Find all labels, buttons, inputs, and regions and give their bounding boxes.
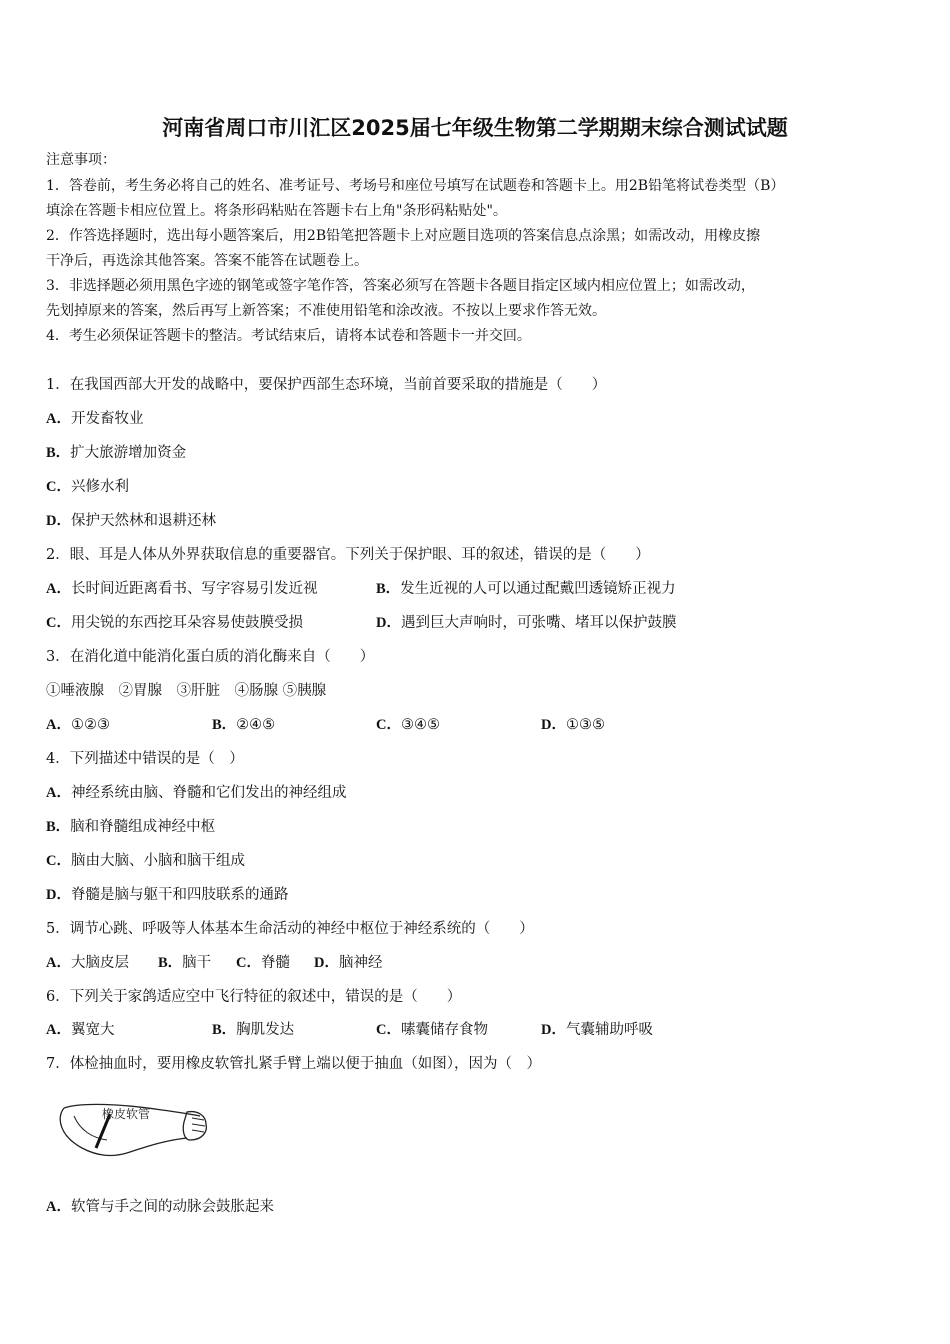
q5-option-c: [236, 953, 290, 973]
option-text: 神经系统由脑、脊髓和它们发出的神经组成: [70, 785, 347, 801]
q3-option-a: [46, 715, 110, 735]
question-1-stem: 1．在我国西部大开发的战略中，要保护西部生态环境，当前首要采取的措施是（ ）: [46, 377, 607, 393]
question-4-stem: 4．下列描述中错误的是（ ）: [46, 751, 244, 767]
notes-line: 2．作答选择题时，选出每小题答案后，用2B铅笔把答题卡上对应题目选项的答案信息点涂黑；如需改动，用橡皮擦: [46, 228, 761, 244]
option-text: ②④⑤: [236, 717, 276, 733]
option-label: B．: [158, 955, 183, 971]
option-text: 发生近视的人可以通过配戴凹透镜矫正视力: [400, 581, 676, 597]
q6-option-c: [376, 1020, 488, 1040]
finger-lines: [192, 1118, 205, 1132]
notes-line: 干净后，再选涂其他答案。答案不能答在试题卷上。: [46, 253, 368, 269]
notes-line: 4．考生必须保证答题卡的整洁。考试结束后，请将本试卷和答题卡一并交回。: [46, 328, 531, 344]
option-text: 脑神经: [338, 955, 383, 971]
option-label: B．: [212, 717, 237, 733]
q1-option-c: [46, 477, 129, 497]
option-label: D．: [46, 887, 71, 903]
option-label: D．: [46, 513, 71, 529]
q5-option-a: [46, 953, 129, 973]
question-2-stem: 2．眼、耳是人体从外界获取信息的重要器官。下列关于保护眼、耳的叙述，错误的是（ ）: [46, 547, 650, 563]
option-label: A．: [46, 955, 71, 971]
q6-option-b: [212, 1020, 294, 1040]
question-6-stem: 6．下列关于家鸽适应空中飞行特征的叙述中，错误的是（ ）: [46, 989, 462, 1005]
option-label: C．: [46, 853, 71, 869]
option-label: A．: [46, 717, 71, 733]
arm-tourniquet-figure: [52, 1096, 212, 1168]
option-label: B．: [46, 445, 71, 461]
option-text: ③④⑤: [400, 717, 440, 733]
page-title: 河南省周口市川汇区2025届七年级生物第二学期期末综合测试试题: [162, 116, 788, 140]
q6-option-d: [541, 1020, 653, 1040]
q2-option-b: [376, 579, 676, 599]
option-text: 长时间近距离看书、写字容易引发近视: [70, 581, 318, 597]
q1-option-a: [46, 409, 143, 429]
option-label: C．: [46, 615, 71, 631]
option-label: D．: [541, 1022, 566, 1038]
option-label: A．: [46, 785, 71, 801]
q6-option-a: [46, 1020, 114, 1040]
q4-option-d: [46, 885, 288, 905]
option-text: 兴修水利: [70, 479, 129, 495]
notes-line: 1．答卷前，考生务必将自己的姓名、准考证号、考场号和座位号填写在试题卷和答题卡上。用2B铅笔将试卷类型（B）: [46, 178, 785, 194]
option-text: 遇到巨大声响时，可张嘴、堵耳以保护鼓膜: [400, 615, 677, 631]
q3-option-d: [541, 715, 605, 735]
option-label: D．: [314, 955, 339, 971]
notes-line: 填涂在答题卡相应位置上。将条形码粘贴在答题卡右上角"条形码粘贴处"。: [46, 203, 507, 219]
option-label: B．: [212, 1022, 237, 1038]
option-label: A．: [46, 411, 71, 427]
q2-option-a: [46, 579, 317, 599]
option-label: A．: [46, 1022, 71, 1038]
q1-option-b: [46, 443, 186, 463]
option-text: 用尖锐的东西挖耳朵容易使鼓膜受损: [70, 615, 303, 631]
question-5-stem: 5．调节心跳、呼吸等人体基本生命活动的神经中枢位于神经系统的（ ）: [46, 921, 534, 937]
notes-line: 先划掉原来的答案，然后再写上新答案；不准使用铅笔和涂改液。不按以上要求作答无效。: [46, 303, 606, 319]
option-text: 脑和脊髓组成神经中枢: [70, 819, 216, 835]
question-3-stem: 3．在消化道中能消化蛋白质的消化酶来自（ ）: [46, 649, 375, 665]
option-label: A．: [46, 1199, 71, 1215]
option-text: 脊髓是脑与躯干和四肢联系的通路: [70, 887, 289, 903]
option-text: 气囊辅助呼吸: [565, 1022, 653, 1038]
option-text: 脊髓: [260, 955, 290, 971]
option-label: B．: [46, 819, 71, 835]
option-text: 翼宽大: [70, 1022, 115, 1038]
question-7-stem: 7．体检抽血时，要用橡皮软管扎紧手臂上端以便于抽血（如图），因为（ ）: [46, 1056, 541, 1072]
option-label: D．: [541, 717, 566, 733]
q4-option-c: [46, 851, 245, 871]
option-text: ①②③: [70, 717, 110, 733]
q2-option-d: [376, 613, 676, 633]
q2-option-c: [46, 613, 303, 633]
option-text: 扩大旅游增加资金: [70, 445, 187, 461]
q4-option-a: [46, 783, 346, 803]
q4-option-b: [46, 817, 215, 837]
q3-option-c: [376, 715, 440, 735]
option-label: D．: [376, 615, 401, 631]
q3-option-b: [212, 715, 275, 735]
option-text: 开发畜牧业: [70, 411, 144, 427]
option-label: A．: [46, 581, 71, 597]
option-label: C．: [236, 955, 261, 971]
option-label: C．: [376, 1022, 401, 1038]
q1-option-d: [46, 511, 216, 531]
option-text: 嗉囊储存食物: [400, 1022, 488, 1038]
option-text: 脑干: [182, 955, 212, 971]
option-text: 胸肌发达: [236, 1022, 295, 1038]
option-label: B．: [376, 581, 401, 597]
option-text: 大脑皮层: [70, 955, 129, 971]
option-text: 软管与手之间的动脉会鼓胀起来: [70, 1199, 274, 1215]
notes-heading: 注意事项：: [46, 152, 116, 168]
q7-option-a: [46, 1197, 274, 1217]
option-label: C．: [46, 479, 71, 495]
question-3-list: ①唾液腺 ②胃腺 ③肝脏 ④肠腺 ⑤胰腺: [46, 683, 327, 699]
notes-line: 3．非选择题必须用黑色字迹的钢笔或签字笔作答，答案必须写在答题卡各题目指定区域内相应位置上；如需改动，: [46, 278, 755, 294]
q5-option-b: [158, 953, 211, 973]
option-text: 脑由大脑、小脑和脑干组成: [70, 853, 245, 869]
option-label: C．: [376, 717, 401, 733]
q5-option-d: [314, 953, 382, 973]
option-text: 保护天然林和退耕还林: [70, 513, 216, 529]
figure-label: 橡皮软管: [102, 1107, 151, 1121]
option-text: ①③⑤: [565, 717, 605, 733]
